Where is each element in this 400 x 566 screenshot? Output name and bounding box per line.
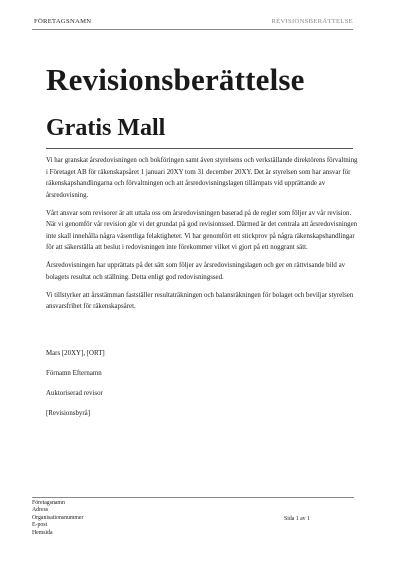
page-header: [32, 15, 353, 30]
footer-org-number: Organisationsnummer: [32, 514, 84, 521]
footer-email: E-post: [32, 522, 48, 529]
body-paragraph-4: Vi tillstyrker att årsstämman fastställer resultaträkningen och balansräkningen för bolaget och beviljar styrelsen ansvarsfrihet för räkenskapsåret.: [46, 291, 354, 310]
footer-address: Adress: [32, 507, 49, 514]
header-document-type: REVISIONSBERÄTTELSE: [271, 18, 353, 25]
signature-block: [46, 348, 105, 428]
footer-website: Hemsida: [32, 529, 53, 536]
document-body: [46, 155, 358, 319]
page-number: Sida 1 av 1: [284, 516, 310, 522]
body-paragraph-2: Vårt ansvar som revisorer är att uttala oss om årsredovisningen baserad på de regler som följer av vår revision. När vi genomför vår revision gör vi det grundat på god revisionssed. Därmed är det centrala att årsredovisningen inte skall innehålla några väsentliga felaktigheter. Vi har genomfört ett stickprov på några räkenskapshandlingar för att säkerställa att beslut i redovisningen inte förekommer vilket vi gjort på ett noggrant sätt.: [46, 209, 358, 251]
signature-place-date: Mars [20XY], [ORT]: [46, 350, 105, 357]
footer-divider: [32, 497, 354, 498]
signature-firm: [Revisionsbyrå]: [46, 410, 91, 417]
document-subtitle: Gratis Mall: [46, 115, 166, 141]
footer-company: Företagsnamn: [32, 500, 65, 506]
page-footer: [32, 500, 83, 537]
document-title: Revisionsberättelse: [46, 62, 305, 97]
body-paragraph-3: Årsredovisningen har upprättats på det sätt som följer av årsredovisningslagen och ger en rättvisande bild av bolagets resultat och ställning. Detta enligt god redovisningssed.: [46, 262, 346, 281]
signature-role: Auktoriserad revisor: [46, 390, 103, 397]
header-company-name: FÖRETAGSNAMN: [34, 18, 92, 25]
title-divider: [46, 148, 353, 149]
signature-name: Förnamn Efternamn: [46, 370, 102, 377]
body-paragraph-1: Vi har granskat årsredovisningen och bokföringen samt även styrelsens och verkställande direktörens förvaltning i Företaget AB för räkenskapsåret 1 januari 20XY tom 31 december 20XY. Det är styrelsen som har ansvar för räkenskapshandlingarna och förvaltningen och att årsredovisningslagen tillämpats vid upprättande av årsredovisning.: [46, 157, 358, 199]
